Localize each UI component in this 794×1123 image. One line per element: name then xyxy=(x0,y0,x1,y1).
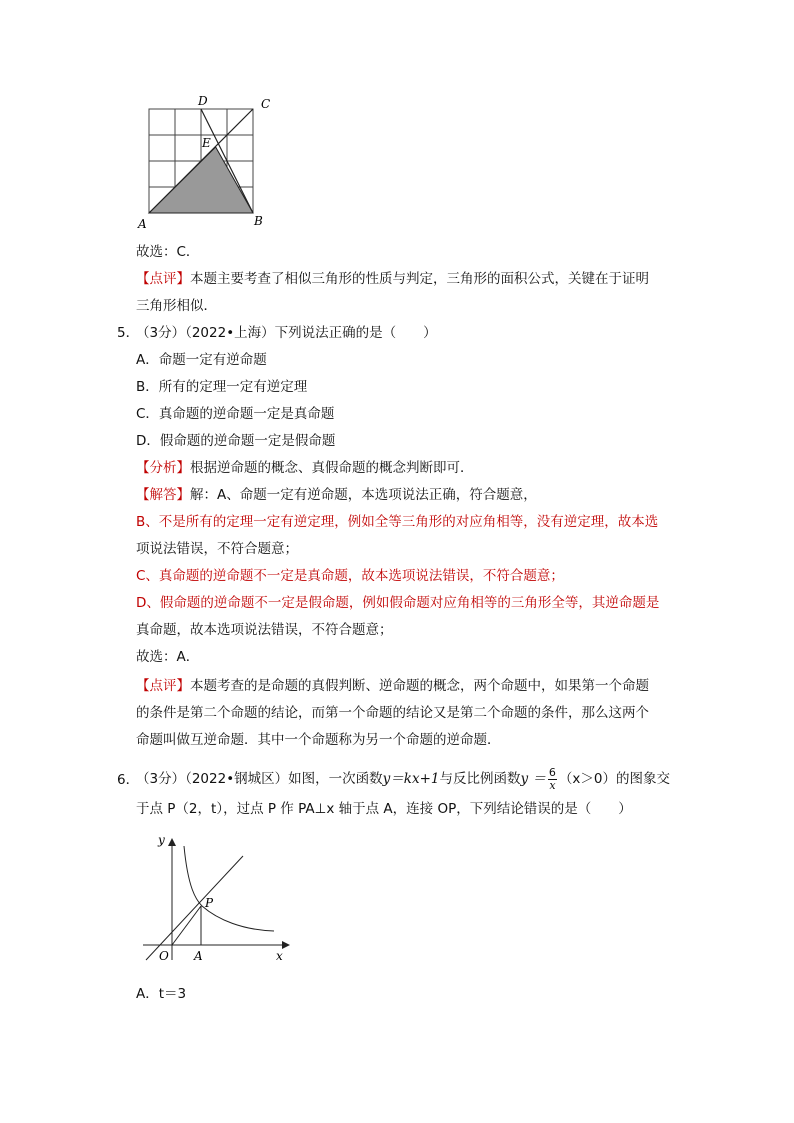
label-D: D xyxy=(198,94,208,108)
function-graph-figure xyxy=(138,828,298,968)
segment-OP xyxy=(172,906,201,945)
q6-fraction xyxy=(548,767,557,792)
q5-stem: （3分）（2022•上海）下列说法正确的是（ ） xyxy=(136,325,437,341)
q5-review-text: 本题考查的是命题的真假判断、逆命题的概念，两个命题中，如果第一个命题 xyxy=(190,678,649,694)
q6-stem-part2: 与反比例函数 xyxy=(439,771,521,787)
q6-option-a: A．t＝3 xyxy=(136,986,187,1002)
q6-number: 6． xyxy=(117,772,140,788)
q5-option-a: A．命题一定有逆命题 xyxy=(136,352,267,368)
q4-review-line2: 三角形相似． xyxy=(136,298,217,314)
hyperbola-curve xyxy=(184,846,274,931)
q6-stem-part3: （x＞0）的图象交 xyxy=(558,771,671,787)
q5-answer-line6: 真命题，故本选项说法错误，不符合题意； xyxy=(136,622,393,638)
q5-review-line3: 命题叫做互逆命题．其中一个命题称为另一个命题的逆命题． xyxy=(136,732,501,748)
q4-review-text: 本题主要考查了相似三角形的性质与判定，三角形的面积公式，关键在于证明 xyxy=(190,271,649,287)
label-B: B xyxy=(254,214,263,228)
q5-option-b: B．所有的定理一定有逆定理 xyxy=(136,379,308,395)
q5-analysis xyxy=(136,459,474,477)
q5-answer-text: 解：A、命题一定有逆命题，本选项说法正确，符合题意， xyxy=(190,487,537,503)
q6-stem-part1: （3分）（2022•钢城区）如图，一次函数 xyxy=(136,771,383,787)
review-tag: 【点评】 xyxy=(136,271,190,287)
q5-option-c: C．真命题的逆命题一定是真命题 xyxy=(136,406,335,422)
q6-linear-eq: y＝kx+1 xyxy=(382,771,440,787)
label-O: O xyxy=(159,949,169,963)
review-tag: 【点评】 xyxy=(136,678,190,694)
axis-label-y: y xyxy=(158,833,165,847)
answer-tag: 【解答】 xyxy=(136,487,190,503)
label-A: A xyxy=(194,949,203,963)
fraction-numerator: 6 xyxy=(548,765,556,779)
q5-answer-line2: B、不是所有的定理一定有逆定理，例如全等三角形的对应角相等，没有逆定理，故本选 xyxy=(136,514,659,530)
axis-label-x: x xyxy=(276,949,283,963)
fraction-denominator: x xyxy=(549,778,556,792)
q5-answer-line1 xyxy=(136,486,537,504)
grid-triangle-figure xyxy=(135,92,285,232)
label-A: A xyxy=(138,217,147,231)
q4-review-line1 xyxy=(136,270,649,288)
q5-review-line2: 的条件是第二个命题的结论，而第一个命题的结论又是第二个命题的条件，那么这两个 xyxy=(136,705,649,721)
q6-stem-line1 xyxy=(136,764,670,794)
label-C: C xyxy=(261,97,271,111)
q6-stem-line2: 于点 P（2，t），过点 P 作 PA⊥x 轴于点 A，连接 OP，下列结论错误的是（ ） xyxy=(136,801,632,817)
q5-answer-line5: D、假命题的逆命题不一定是假命题，例如假命题对应角相等的三角形全等，其逆命题是 xyxy=(136,595,660,611)
q5-choose: 故选：A． xyxy=(136,649,200,665)
analysis-tag: 【分析】 xyxy=(136,460,190,476)
label-P: P xyxy=(205,896,214,910)
q6-reciprocal-lhs: y ＝ xyxy=(520,771,546,787)
q5-review-line1 xyxy=(136,677,649,695)
q5-answer-line4: C、真命题的逆命题不一定是真命题，故本选项说法错误，不符合题意； xyxy=(136,568,564,584)
linear-function-line xyxy=(146,856,243,960)
label-E: E xyxy=(202,136,211,150)
q5-option-d: D．假命题的逆命题一定是假命题 xyxy=(136,433,336,449)
q4-choose: 故选：C． xyxy=(136,244,200,260)
q5-analysis-text: 根据逆命题的概念、真假命题的概念判断即可． xyxy=(190,460,474,476)
q5-number: 5． xyxy=(117,325,140,341)
q5-answer-line3: 项说法错误，不符合题意； xyxy=(136,541,298,557)
